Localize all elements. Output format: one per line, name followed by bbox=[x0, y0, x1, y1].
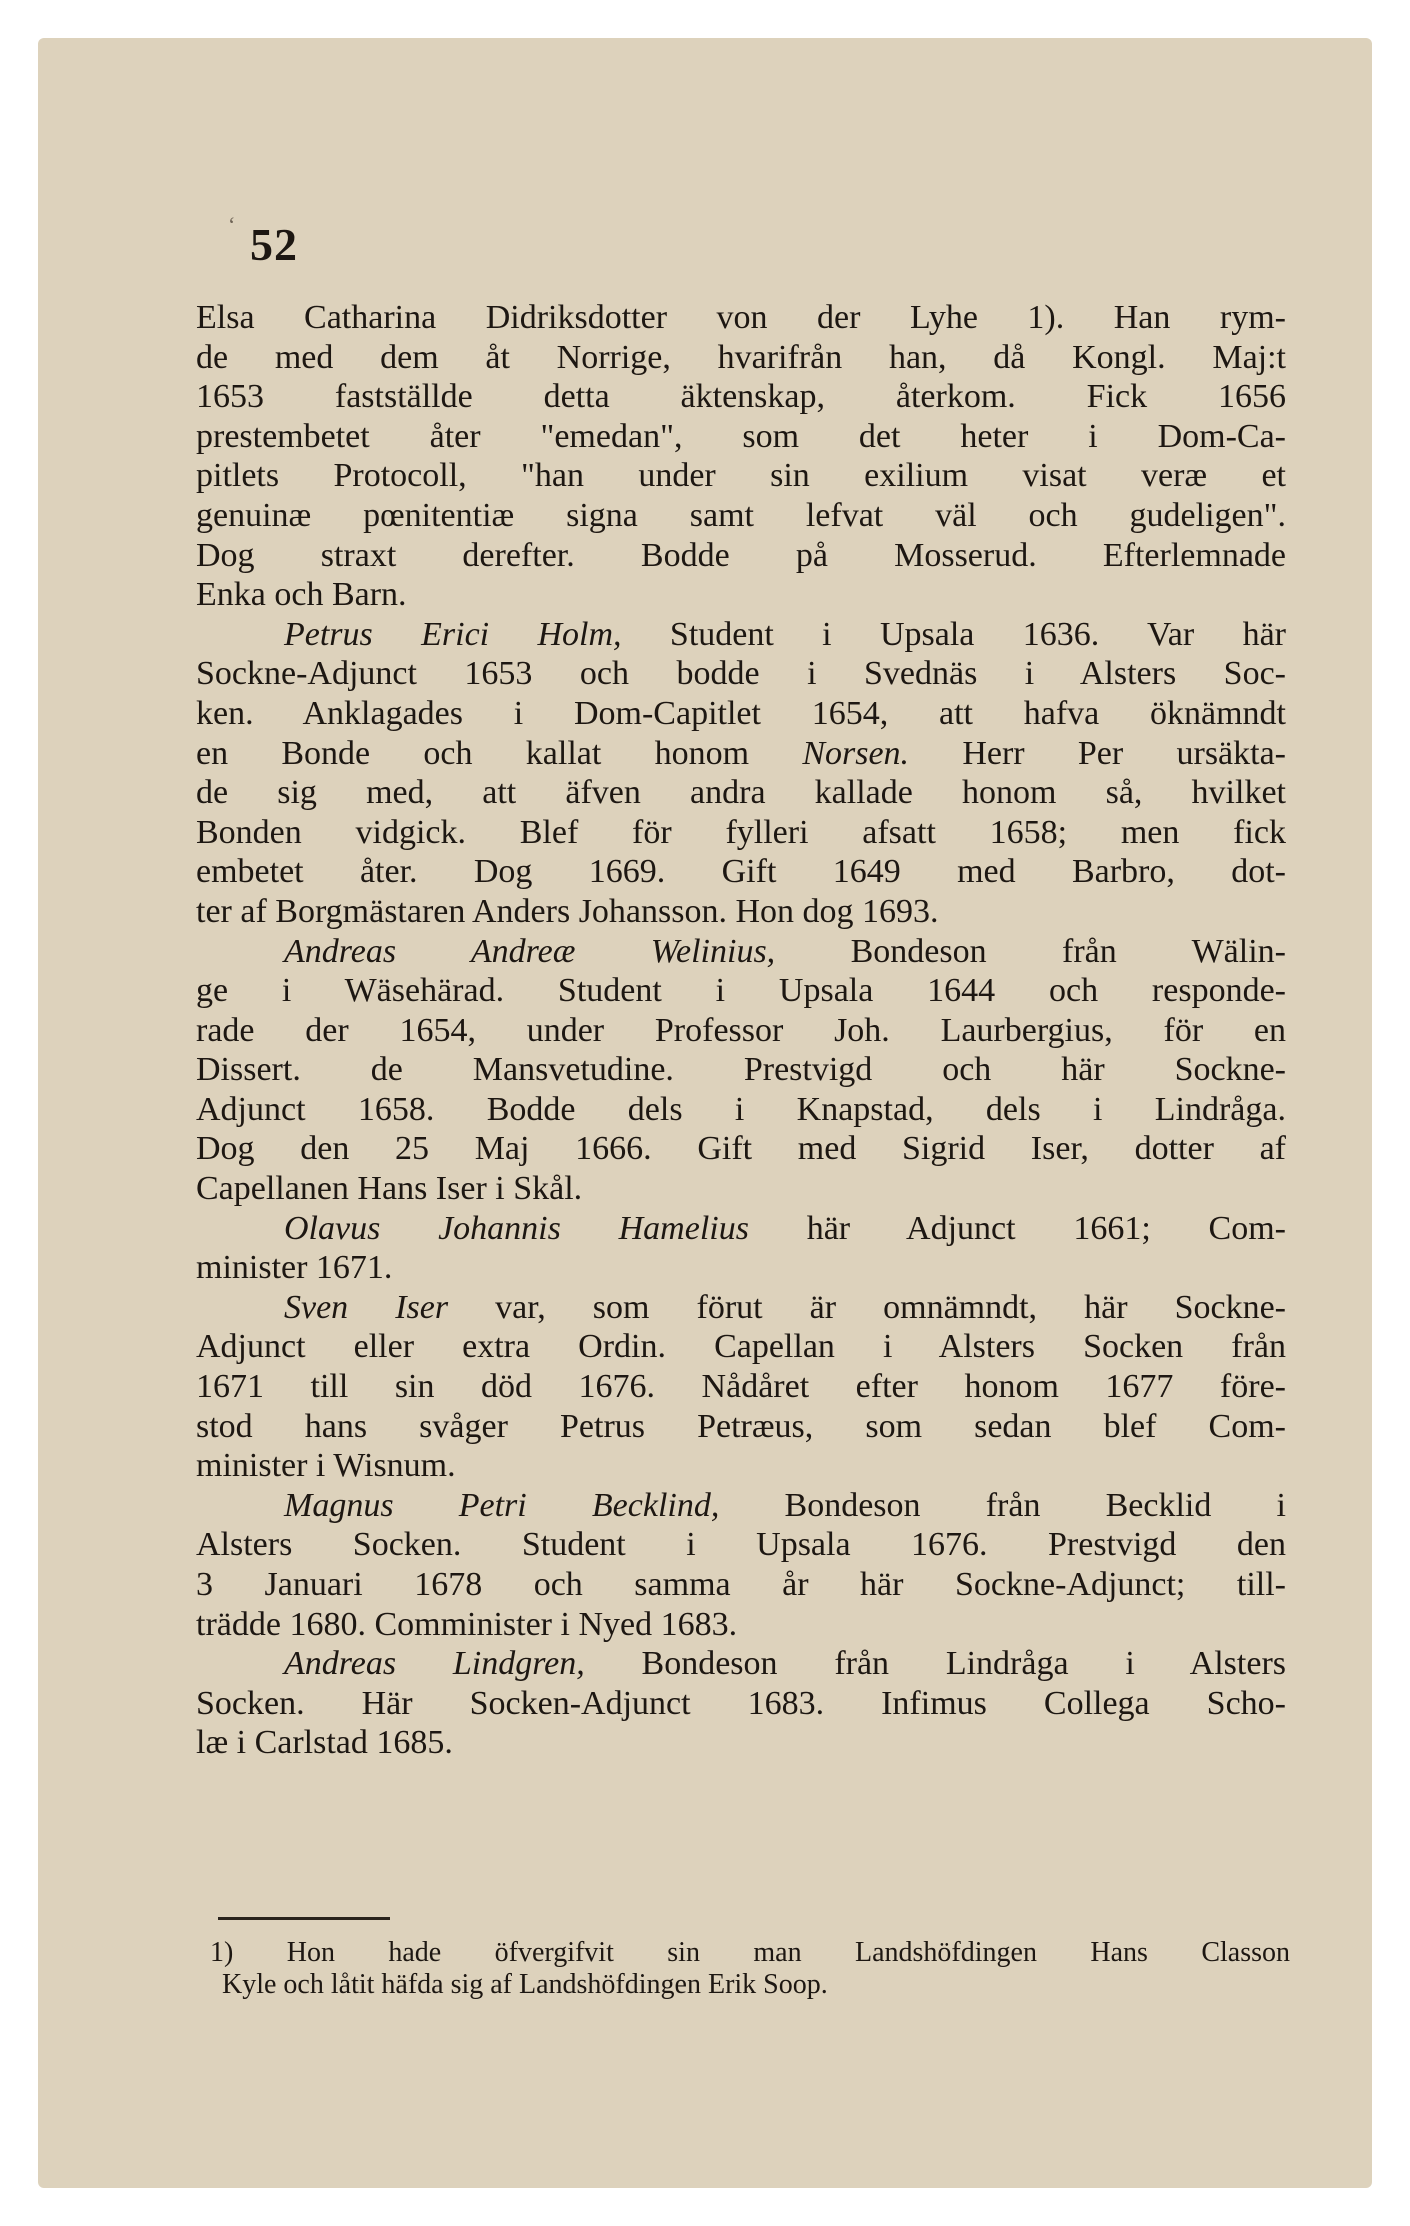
text-segment: en Bonde och kallat honom bbox=[196, 734, 803, 772]
text-segment: ken. Anklagades i Dom-Capitlet 1654, att hafva öknämndt bbox=[196, 694, 1286, 732]
text-line bbox=[196, 654, 1286, 694]
footnote-rule bbox=[218, 1917, 390, 1920]
text-segment: Bondeson från Wälin- bbox=[775, 932, 1286, 970]
text-line bbox=[196, 1605, 1286, 1645]
text-line bbox=[196, 852, 1286, 892]
text-segment: Alsters Socken. Student i Upsala 1676. Prestvigd den bbox=[196, 1526, 1286, 1564]
text-line bbox=[196, 971, 1286, 1011]
text-line bbox=[196, 1565, 1286, 1605]
text-segment: Adjunct eller extra Ordin. Capellan i Alsters Socken från bbox=[196, 1328, 1286, 1366]
page-mark: ʻ bbox=[228, 212, 236, 237]
text-segment: 3 Januari 1678 och samma år här Sockne-Adjunct; till- bbox=[196, 1566, 1286, 1603]
text-line bbox=[196, 615, 1286, 655]
text-segment: Bonden vidgick. Blef för fylleri afsatt 1658; men fick bbox=[196, 813, 1286, 851]
person-name: Sven Iser bbox=[284, 1288, 449, 1326]
text-segment: här Adjunct 1661; Com- bbox=[748, 1209, 1286, 1247]
text-line bbox=[196, 1525, 1286, 1565]
text-line bbox=[196, 773, 1286, 813]
footnote-line: 1) Hon hade öfvergifvit sin man Landshöfdingen Hans Classon bbox=[210, 1937, 1290, 1968]
text-line bbox=[196, 1288, 1286, 1328]
text-segment: minister i Wisnum. bbox=[196, 1447, 456, 1485]
paragraph bbox=[196, 1644, 1286, 1763]
text-segment: Student i Upsala 1636. Var här bbox=[621, 615, 1286, 653]
text-segment: de sig med, att äfven andra kallade honom så, hvilket bbox=[196, 774, 1286, 812]
text-line bbox=[196, 1407, 1286, 1447]
text-line bbox=[196, 694, 1286, 734]
text-segment: pitlets Protocoll, "han under sin exilium visat veræ et bbox=[196, 457, 1286, 495]
text-segment: ter af Borgmästaren Anders Johansson. Hon dog 1693. bbox=[196, 892, 939, 930]
text-segment: de med dem åt Norrige, hvarifrån han, då Kongl. Maj:t bbox=[196, 338, 1286, 376]
paragraph bbox=[196, 1486, 1286, 1644]
footnote-line: Kyle och låtit häfda sig af Landshöfdingen Erik Soop. bbox=[222, 1969, 828, 2000]
text-line bbox=[196, 1446, 1286, 1486]
text-line bbox=[196, 1644, 1286, 1684]
text-line bbox=[196, 377, 1286, 417]
paragraph bbox=[196, 615, 1286, 932]
text-segment: genuinæ pœnitentiæ signa samt lefvat väl och gudeligen". bbox=[196, 496, 1286, 534]
text-line bbox=[196, 1209, 1286, 1249]
paragraph bbox=[196, 1209, 1286, 1288]
text-segment: ge i Wäsehärad. Student i Upsala 1644 och responde- bbox=[196, 972, 1286, 1010]
text-line bbox=[196, 1129, 1286, 1169]
text-segment: prestembetet åter "emedan", som det heter i Dom-Ca- bbox=[196, 417, 1286, 455]
text-segment: 1653 fastställde detta äktenskap, återkom. Fick 1656 bbox=[196, 378, 1286, 416]
person-name: Andreas Lindgren, bbox=[284, 1645, 585, 1683]
text-line bbox=[196, 456, 1286, 496]
text-segment: Elsa Catharina Didriksdotter von der Lyhe 1). Han rym- bbox=[196, 299, 1286, 336]
text-segment: Enka och Barn. bbox=[196, 576, 407, 614]
text-line bbox=[196, 536, 1286, 576]
book-page bbox=[38, 38, 1372, 2188]
text-line bbox=[196, 575, 1286, 615]
page-number: 52 bbox=[250, 219, 298, 270]
text-line bbox=[196, 734, 1286, 774]
text-segment: Bondeson från Lindråga i Alsters bbox=[584, 1645, 1286, 1683]
text-line bbox=[196, 496, 1286, 536]
text-segment: Dog den 25 Maj 1666. Gift med Sigrid Iser, dotter af bbox=[196, 1130, 1286, 1168]
text-line bbox=[196, 932, 1286, 972]
text-line bbox=[196, 1367, 1286, 1407]
person-name: Petrus Erici Holm, bbox=[284, 615, 622, 653]
text-segment: Sockne-Adjunct 1653 och bodde i Svednäs i Alsters Soc- bbox=[196, 655, 1286, 693]
text-segment: 1671 till sin död 1676. Nådåret efter honom 1677 före- bbox=[196, 1368, 1286, 1406]
text-line bbox=[196, 417, 1286, 457]
footnote bbox=[210, 1937, 1290, 2001]
text-line bbox=[196, 1486, 1286, 1526]
text-line bbox=[196, 1011, 1286, 1051]
text-segment: Adjunct 1658. Bodde dels i Knapstad, dels i Lindråga. bbox=[196, 1090, 1286, 1128]
text-line bbox=[196, 298, 1286, 338]
text-segment: Bondeson från Becklid i bbox=[719, 1486, 1286, 1524]
text-line bbox=[196, 1723, 1286, 1763]
paragraph bbox=[196, 1288, 1286, 1486]
text-line bbox=[196, 1248, 1286, 1288]
text-line bbox=[196, 1684, 1286, 1724]
person-name: Magnus Petri Becklind, bbox=[284, 1486, 720, 1524]
body-text bbox=[196, 298, 1286, 1763]
text-segment: Herr Per ursäkta- bbox=[909, 734, 1286, 772]
text-segment: stod hans svåger Petrus Petræus, som sedan blef Com- bbox=[196, 1407, 1286, 1445]
text-segment: var, som förut är omnämndt, här Sockne- bbox=[448, 1288, 1286, 1326]
text-line bbox=[196, 1169, 1286, 1209]
text-segment: embetet åter. Dog 1669. Gift 1649 med Barbro, dot- bbox=[196, 853, 1286, 891]
person-name: Andreas Andreæ Welinius, bbox=[284, 932, 776, 970]
text-segment: minister 1671. bbox=[196, 1249, 393, 1287]
text-segment: læ i Carlstad 1685. bbox=[196, 1724, 453, 1762]
text-segment: Socken. Här Socken-Adjunct 1683. Infimus Collega Scho- bbox=[196, 1684, 1286, 1722]
text-segment: Capellanen Hans Iser i Skål. bbox=[196, 1170, 583, 1208]
text-segment: Dog straxt derefter. Bodde på Mosserud. Efterlemnade bbox=[196, 536, 1286, 574]
paragraph bbox=[196, 298, 1286, 615]
text-line bbox=[196, 338, 1286, 378]
text-line bbox=[196, 1090, 1286, 1130]
person-name: Olavus Johannis Hamelius bbox=[284, 1209, 749, 1247]
text-line bbox=[196, 1327, 1286, 1367]
text-segment: rade der 1654, under Professor Joh. Laurbergius, för en bbox=[196, 1011, 1286, 1049]
person-name: Norsen. bbox=[802, 734, 910, 772]
paragraph bbox=[196, 932, 1286, 1209]
text-line bbox=[196, 813, 1286, 853]
text-line bbox=[196, 892, 1286, 932]
text-segment: trädde 1680. Comminister i Nyed 1683. bbox=[196, 1605, 738, 1643]
text-line bbox=[196, 1050, 1286, 1090]
text-segment: Dissert. de Mansvetudine. Prestvigd och här Sockne- bbox=[196, 1051, 1286, 1089]
